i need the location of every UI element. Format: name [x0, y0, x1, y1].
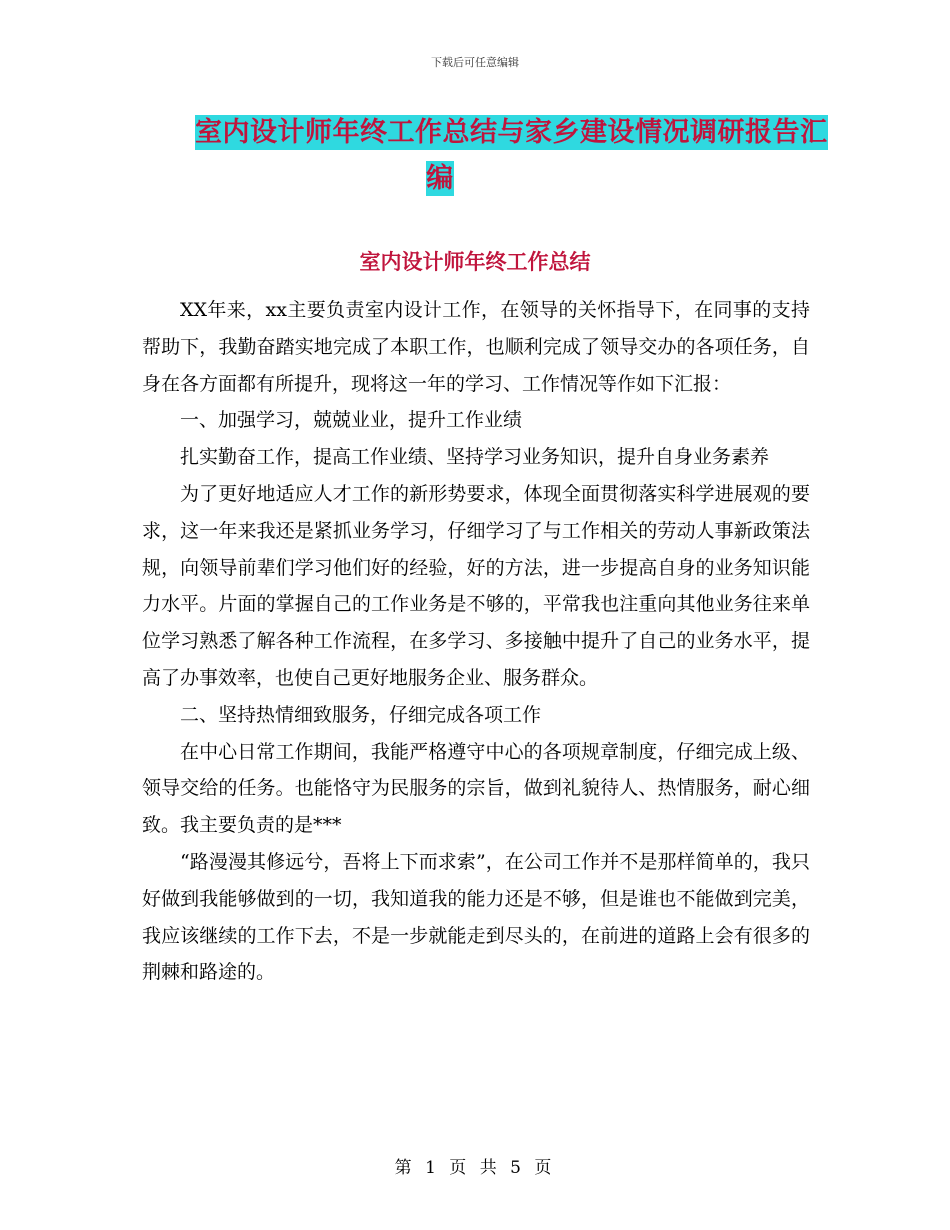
header-note: 下载后可任意编辑 [431, 56, 519, 69]
document-title-text-1: 室内设计师年终工作总结与家乡建设情况调研报告汇 [195, 117, 828, 148]
paragraph: 扎实勤奋工作，提高工作业绩、坚持学习业务知识，提升自身业务素养 [180, 446, 770, 469]
paragraph: 二、坚持热情细致服务，仔细完成各项工作 [180, 703, 542, 726]
paragraph: 一、加强学习，兢兢业业，提升工作业绩 [180, 409, 523, 432]
paragraph: 在中心日常工作期间，我能严格遵守中心的各项规章制度，仔细完成上级、领导交给的任务。也能恪守为民服务的宗旨，做到礼貌待人、热情服务，耐心细致。我主要负责的是*** [142, 740, 810, 837]
paragraph: 为了更好地适应人才工作的新形势要求，体现全面贯彻落实科学进展观的要求，这一年来我还是紧抓业务学习，仔细学习了与工作相关的劳动人事新政策法规，向领导前辈们学习他们好的经验，好的方法，进一步提高自身的业务知识能力水平。片面的掌握自己的工作业务是不够的，平常我也注重向其他业务往来单位学习熟悉了解各种工作流程，在多学习、多接触中提升了自己的业务水平，提高了办事效率，也使自己更好地服务企业、服务群众。 [142, 482, 810, 689]
section-title: 室内设计师年终工作总结 [359, 250, 591, 274]
paragraph: “路漫漫其修远兮，吾将上下而求索”，在公司工作并不是那样简单的，我只好做到我能够做到的一切，我知道我的能力还是不够，但是谁也不能做到完美，我应该继续的工作下去，不是一步就能走到尽头的，在前进的道路上会有很多的荆棘和路途的。 [142, 850, 810, 984]
document-title-line-2 [195, 156, 815, 202]
document-title-text-2: 编 [426, 163, 454, 194]
document-title-line-1 [195, 110, 828, 156]
paragraph: XX年来，xx主要负责室内设计工作，在领导的关怀指导下，在同事的支持帮助下，我勤奋踏实地完成了本职工作，也顺利完成了领导交办的各项任务，自身在各方面都有所提升，现将这一年的学习、工作情况等作如下汇报： [142, 299, 810, 395]
page-number: 第 1 页 共 5 页 [394, 1158, 556, 1178]
document-body [142, 292, 810, 991]
document-title [195, 110, 828, 202]
